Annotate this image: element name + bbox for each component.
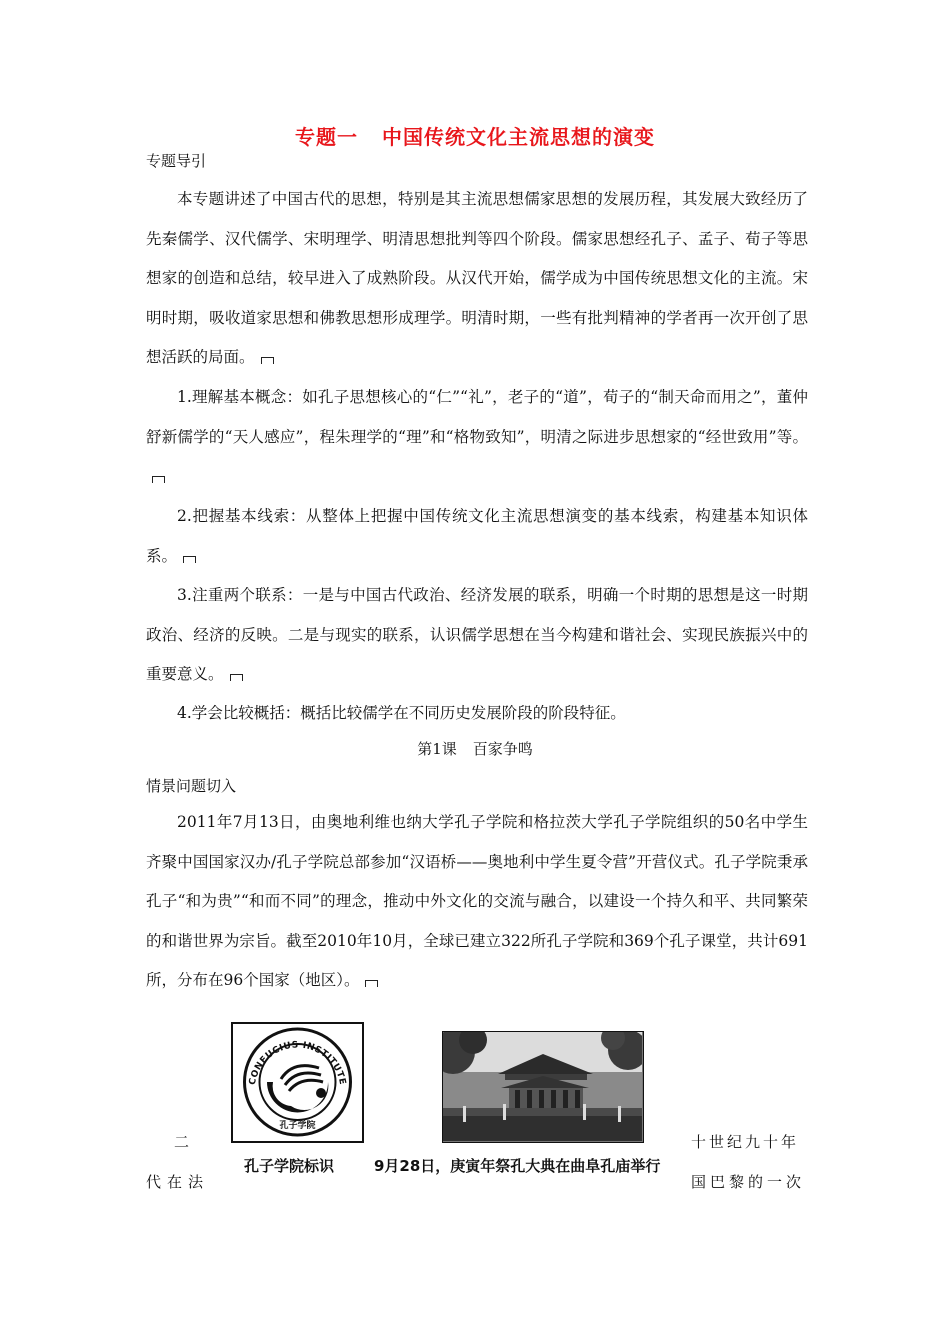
point-2-text: 2.把握基本线索：从整体上把握中国传统文化主流思想演变的基本线索，构建基本知识体系。 (146, 507, 808, 565)
point-2 (146, 497, 808, 576)
logo-caption: 孔子学院标识 (244, 1157, 335, 1175)
photo-caption: 9月28日，庚寅年祭孔大典在曲阜孔庙举行 (374, 1157, 661, 1175)
paragraph-end-mark (230, 674, 243, 681)
paragraph-end-mark (152, 476, 165, 483)
point-4-text: 4.学会比较概括：概括比较儒学在不同历史发展阶段的阶段特征。 (177, 704, 626, 722)
wrap-right-line-1: 十世纪九十年 (691, 1133, 800, 1151)
intro-paragraph (146, 180, 808, 378)
point-1-text: 1.理解基本概念：如孔子思想核心的“仁”“礼”，老子的“道”，荀子的“制天命而用之”，董仲舒新儒学的“天人感应”，程朱理学的“理”和“格物致知”，明清之际进步思想家的“经世致用”等。 (146, 388, 808, 446)
intro-text: 本专题讲述了中国古代的思想，特别是其主流思想儒家思想的发展历程，其发展大致经历了先秦儒学、汉代儒学、宋明理学、明清思想批判等四个阶段。儒家思想经孔子、孟子、荀子等思想家的创造和总结，较早进入了成熟阶段。从汉代开始，儒学成为中国传统思想文化的主流。宋明时期，吸收道家思想和佛教思想形成理学。明清时期，一些有批判精神的学者再一次开创了思想活跃的局面。 (146, 190, 808, 366)
wrap-left-line-2: 代在法 (146, 1173, 210, 1191)
scene-paragraph (146, 803, 808, 1001)
title-part-1: 专题一 (295, 125, 358, 149)
confucius-institute-logo (231, 1022, 364, 1143)
paragraph-end-mark (183, 556, 196, 563)
ceremony-photo (442, 1031, 644, 1143)
point-3-text: 3.注重两个联系：一是与中国古代政治、经济发展的联系，明确一个时期的思想是这一时期政治、经济的反映。二是与现实的联系，认识儒学思想在当今构建和谐社会、实现民族振兴中的重要意义。 (146, 586, 808, 683)
logo-graphic (233, 1024, 362, 1141)
logo-ring-text: CONFUCIUS INSTITUTE (247, 1040, 348, 1086)
point-3 (146, 576, 808, 695)
paragraph-end-mark (261, 357, 274, 364)
paragraph-end-mark (365, 980, 378, 987)
scene-text: 2011年7月13日，由奥地利维也纳大学孔子学院和格拉茨大学孔子学院组织的50名中学生齐聚中国国家汉办/孔子学院总部参加“汉语桥——奥地利中学生夏令营”开营仪式。孔子学院秉承孔子“和为贵”“和而不同”的理念，推动中外文化的交流与融合，以建设一个持久和平、共同繁荣的和谐世界为宗旨。截至2010年10月，全球已建立322所孔子学院和369个孔子课堂，共计691所，分布在96个国家（地区）。 (146, 813, 808, 989)
guide-heading: 专题导引 (146, 152, 207, 170)
title-part-2: 中国传统文化主流思想的演变 (382, 125, 655, 149)
scene-heading: 情景问题切入 (146, 777, 237, 795)
logo-chinese-text: 孔子学院 (279, 1121, 316, 1131)
point-1 (146, 378, 808, 497)
photo-graphic (443, 1032, 642, 1141)
wrap-right-line-2: 国巴黎的一次 (691, 1173, 806, 1191)
lesson-number: 第1课 (417, 740, 457, 758)
wrap-left-line-1: 二 (174, 1133, 190, 1151)
page-title (0, 121, 950, 150)
point-4 (146, 694, 808, 734)
lesson-title (0, 738, 950, 759)
lesson-name: 百家争鸣 (472, 740, 533, 758)
